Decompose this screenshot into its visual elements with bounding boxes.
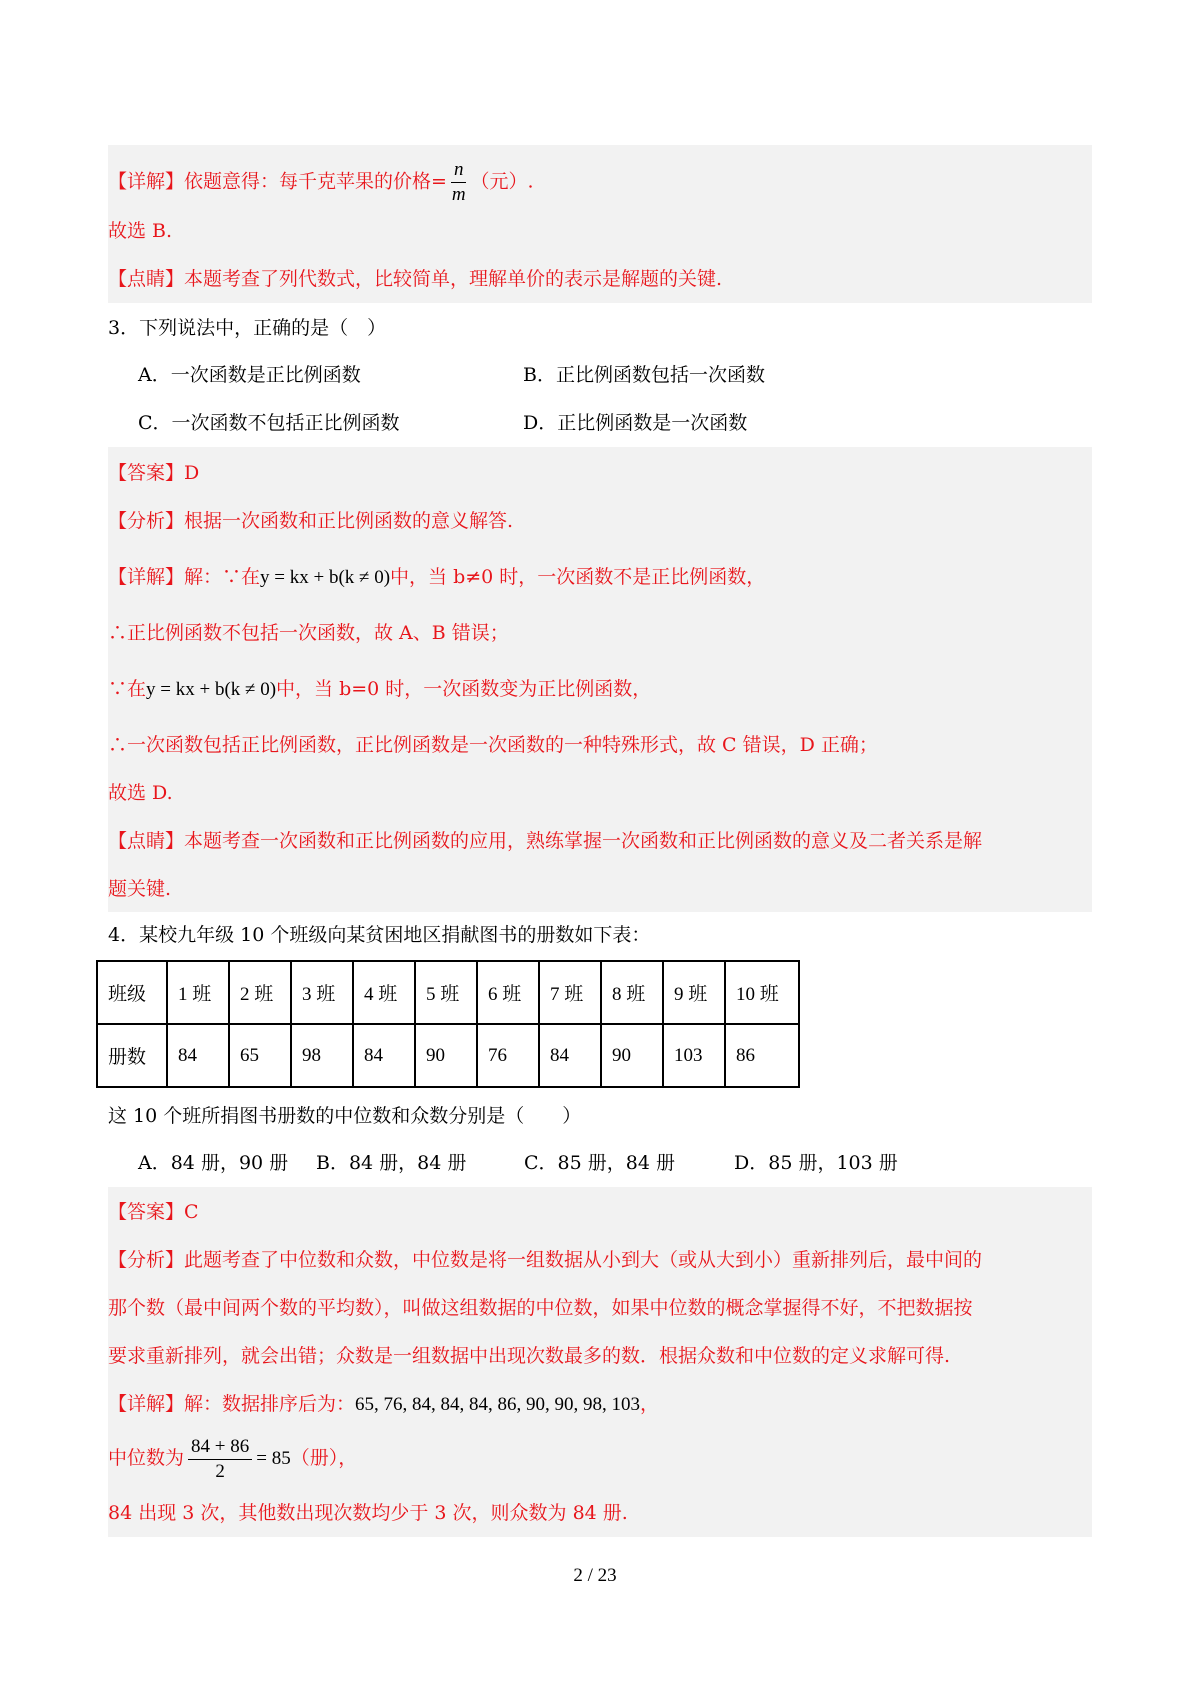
q3-option-c: C．一次函数不包括正比例函数 [138,412,400,434]
page-number: 2 / 23 [573,1565,617,1586]
table-cell: 98 [291,1024,353,1087]
table-cell: 3 班 [291,961,353,1024]
q4-detail-line-1: 【详解】解：数据排序后为：65, 76, 84, 84, 84, 86, 90, 90, 98, 103， [108,1393,660,1415]
table-cell: 6 班 [477,961,539,1024]
table-cell: 84 [539,1024,601,1087]
q3-analysis-line: 【分析】根据一次函数和正比例函数的意义解答. [108,510,514,532]
q4-analysis-line-2: 那个数（最中间两个数的平均数），叫做这组数据的中位数，如果中位数的概念掌握得不好，不把数据按 [108,1297,973,1319]
q4-analysis-line-1: 【分析】此题考查了中位数和众数，中位数是将一组数据从小到大（或从大到小）重新排列后，最中间的 [108,1249,983,1271]
q3-choose-line: 故选 D. [108,782,173,804]
table-cell: 84 [353,1024,415,1087]
detail-tag: 【详解】 [108,170,185,193]
q4-analysis-line-3: 要求重新排列，就会出错；众数是一组数据中出现次数最多的数．根据众数和中位数的定义求解可得. [108,1345,951,1367]
fraction-median: $\frac{84 + 86}{2}$ [188,1435,252,1484]
q4-answer: C [184,1201,199,1223]
table-cell: 90 [415,1024,477,1087]
q3-stem: 3．下列说法中，正确的是（ ） [108,317,387,339]
q3-option-a: A．一次函数是正比例函数 [138,364,361,386]
q4-option-b: B．84 册，84 册 [316,1152,467,1174]
table-cell: 7 班 [539,961,601,1024]
q4-mode-line: 84 出现 3 次，其他数出现次数均少于 3 次，则众数为 84 册. [108,1502,628,1524]
sorted-data: 65, 76, 84, 84, 84, 86, 90, 90, 98, 103 [355,1394,641,1415]
q3-detail-line-4: ∴一次函数包括正比例函数，正比例函数是一次函数的一种特殊形式，故 C 错误，D 正确； [108,734,878,756]
q2-choose-line: 故选 B. [108,220,173,242]
q3-option-b: B．正比例函数包括一次函数 [523,364,765,386]
table-cell: 103 [663,1024,725,1087]
q4-median-line: 中位数为 $\frac{84 + 86}{2}$ = 85（册）， [108,1435,358,1482]
detail-text: 依题意得：每千克苹果的价格= [184,170,447,193]
q3-answer: D [184,462,200,484]
table-cell: 76 [477,1024,539,1087]
q4-option-a: A．84 册，90 册 [138,1152,289,1174]
q3-detail-line-2: ∴正比例函数不包括一次函数，故 A、B 错误； [108,622,509,644]
formula-linear-function: y = kx + b(k ≠ 0) [260,567,391,588]
table-cell: 2 班 [229,961,291,1024]
q3-comment-line-1: 【点睛】本题考查一次函数和正比例函数的应用，熟练掌握一次函数和正比例函数的意义及二者关系是解 [108,830,983,852]
formula-linear-function: y = kx + b(k ≠ 0) [146,679,277,700]
q4-stem: 4．某校九年级 10 个班级向某贫困地区捐献图书的册数如下表： [108,924,651,946]
detail-suffix: （元）. [470,170,534,193]
table-row-class [97,961,799,1024]
q4-answer-line: 【答案】C [108,1201,199,1223]
donation-table [96,960,800,1088]
q3-option-d: D．正比例函数是一次函数 [523,412,748,434]
q3-answer-line: 【答案】D [108,462,200,484]
table-row-count [97,1024,799,1087]
q3-detail-line-3: ∵在y = kx + b(k ≠ 0)中，当 b=0 时，一次函数变为正比例函数， [108,678,652,700]
table-cell: 9 班 [663,961,725,1024]
table-cell: 65 [229,1024,291,1087]
table-cell: 1 班 [167,961,229,1024]
table-cell: 4 班 [353,961,415,1024]
table-cell: 5 班 [415,961,477,1024]
table-cell: 班级 [97,961,167,1024]
q4-question: 这 10 个班所捐图书册数的中位数和众数分别是（ ） [108,1105,582,1127]
fraction-n-over-m: $\frac{n}{m}$ [451,159,466,205]
table-cell: 10 班 [725,961,799,1024]
q4-option-c: C．85 册，84 册 [524,1152,675,1174]
q2-detail-line [108,158,533,207]
table-cell: 册数 [97,1024,167,1087]
q2-comment-line: 【点睛】本题考查了列代数式，比较简单，理解单价的表示是解题的关键. [108,268,723,290]
table-cell: 8 班 [601,961,663,1024]
q4-option-d: D．85 册，103 册 [734,1152,898,1174]
table-cell: 84 [167,1024,229,1087]
q3-detail-line-1: 【详解】解：∵在y = kx + b(k ≠ 0)中，当 b≠0 时，一次函数不是正比例函数， [108,566,766,588]
table-cell: 90 [601,1024,663,1087]
q3-comment-line-2: 题关键. [108,878,172,900]
table-cell: 86 [725,1024,799,1087]
